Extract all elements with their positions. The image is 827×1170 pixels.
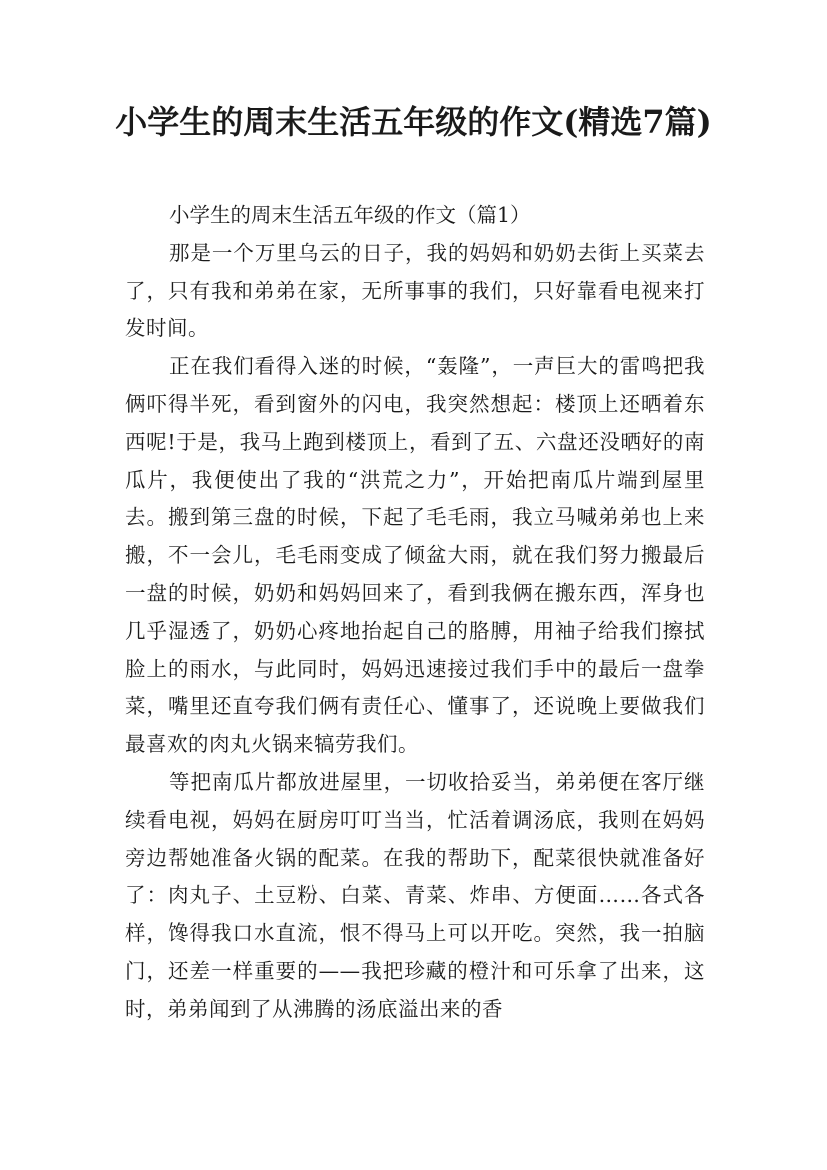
- paragraph-3: 等把南瓜片都放进屋里，一切收拾妥当，弟弟便在客厅继续看电视，妈妈在厨房叮叮当当，忙活着调汤底，我则在妈妈旁边帮她准备火锅的配菜。在我的帮助下，配菜很快就准备好了：肉丸子、土豆粉、白菜、青菜、炸串、方便面……各式各样，馋得我口水直流，恨不得马上可以开吃。突然，我一拍脑门，还差一样重要的——我把珍藏的橙汁和可乐拿了出来，这时，弟弟闻到了从沸腾的汤底溢出来的香: [125, 769, 705, 1021]
- article-body: [125, 197, 705, 1029]
- document-title: 小学生的周末生活五年级的作文(精选7篇): [115, 103, 712, 141]
- paragraph-1: 那是一个万里乌云的日子，我的妈妈和奶奶去街上买菜去了，只有我和弟弟在家，无所事事的我们，只好靠看电视来打发时间。: [125, 240, 705, 341]
- section-subtitle: 小学生的周末生活五年级的作文（篇1）: [169, 203, 531, 227]
- paragraph-2: 正在我们看得入迷的时候，“轰隆”，一声巨大的雷鸣把我俩吓得半死，看到窗外的闪电，我突然想起：楼顶上还晒着东西呢!于是，我马上跑到楼顶上，看到了五、六盘还没晒好的南瓜片，我便使出了我的“洪荒之力”，开始把南瓜片端到屋里去。搬到第三盘的时候，下起了毛毛雨，我立马喊弟弟也上来搬，不一会儿，毛毛雨变成了倾盆大雨，就在我们努力搬最后一盘的时候，奶奶和妈妈回来了，看到我俩在搬东西，浑身也几乎湿透了，奶奶心疼地抬起自己的胳膊，用袖子给我们擦拭脸上的雨水，与此同时，妈妈迅速接过我们手中的最后一盘拳菜，嘴里还直夸我们俩有责任心、懂事了，还说晚上要做我们最喜欢的肉丸火锅来犒劳我们。: [125, 354, 705, 757]
